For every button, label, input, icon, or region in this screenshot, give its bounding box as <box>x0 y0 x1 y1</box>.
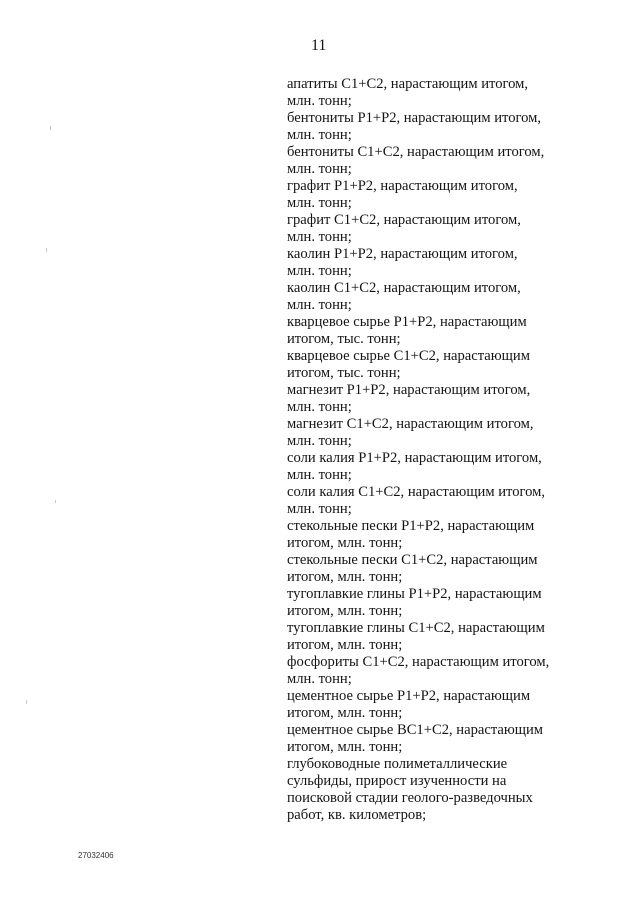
list-item-line: каолин C1+C2, нарастающим итогом, <box>287 280 521 296</box>
list-item <box>287 416 587 450</box>
list-item <box>287 688 587 722</box>
list-item-line: млн. тонн; <box>287 433 352 449</box>
list-item-line: соли калия P1+P2, нарастающим итогом, <box>287 450 542 466</box>
list-item-line: млн. тонн; <box>287 297 352 313</box>
list-item-line: млн. тонн; <box>287 161 352 177</box>
document-list <box>287 76 587 824</box>
list-item <box>287 382 587 416</box>
list-item <box>287 756 587 824</box>
list-item <box>287 348 587 382</box>
list-item-line: работ, кв. километров; <box>287 807 427 823</box>
page-number: 11 <box>311 37 327 54</box>
list-item-line: графит P1+P2, нарастающим итогом, <box>287 178 518 194</box>
list-item <box>287 484 587 518</box>
document-footer-code: 27032406 <box>78 851 114 860</box>
list-item <box>287 722 587 756</box>
list-item <box>287 314 587 348</box>
list-item-line: итогом, млн. тонн; <box>287 637 403 653</box>
list-item <box>287 110 587 144</box>
list-item-line: итогом, тыс. тонн; <box>287 331 401 347</box>
list-item-line: тугоплавкие глины C1+C2, нарастающим <box>287 620 545 636</box>
list-item <box>287 246 587 280</box>
list-item-line: итогом, млн. тонн; <box>287 739 403 755</box>
scan-artifact <box>55 500 56 503</box>
list-item-line: млн. тонн; <box>287 263 352 279</box>
list-item-line: млн. тонн; <box>287 229 352 245</box>
list-item-line: млн. тонн; <box>287 195 352 211</box>
list-item-line: млн. тонн; <box>287 501 352 517</box>
list-item-line: каолин P1+P2, нарастающим итогом, <box>287 246 518 262</box>
list-item-line: фосфориты C1+C2, нарастающим итогом, <box>287 654 550 670</box>
list-item <box>287 654 587 688</box>
list-item-line: магнезит C1+C2, нарастающим итогом, <box>287 416 534 432</box>
list-item-line: млн. тонн; <box>287 671 352 687</box>
list-item-line: цементное сырье BC1+C2, нарастающим <box>287 722 544 738</box>
list-item <box>287 450 587 484</box>
list-item <box>287 212 587 246</box>
list-item <box>287 552 587 586</box>
list-item-line: сульфиды, прирост изученности на <box>287 773 507 789</box>
list-item-line: соли калия C1+C2, нарастающим итогом, <box>287 484 546 500</box>
list-item-line: бентониты C1+C2, нарастающим итогом, <box>287 144 545 160</box>
list-item <box>287 178 587 212</box>
list-item <box>287 586 587 620</box>
list-item-line: графит C1+C2, нарастающим итогом, <box>287 212 521 228</box>
list-item-line: глубоководные полиметаллические <box>287 756 508 772</box>
list-item-line: итогом, млн. тонн; <box>287 569 403 585</box>
list-item-line: бентониты P1+P2, нарастающим итогом, <box>287 110 542 126</box>
list-item <box>287 144 587 178</box>
list-item-line: итогом, млн. тонн; <box>287 705 403 721</box>
list-item-line: млн. тонн; <box>287 399 352 415</box>
list-item-line: стекольные пески C1+C2, нарастающим <box>287 552 538 568</box>
list-item-line: тугоплавкие глины P1+P2, нарастающим <box>287 586 542 602</box>
scan-artifact <box>46 248 47 252</box>
list-item <box>287 518 587 552</box>
list-item <box>287 76 587 110</box>
scan-artifact <box>50 126 51 130</box>
list-item-line: апатиты C1+C2, нарастающим итогом, <box>287 76 529 92</box>
scan-artifact <box>26 700 27 704</box>
list-item-line: поисковой стадии геолого-разведочных <box>287 790 533 806</box>
list-item-line: цементное сырье P1+P2, нарастающим <box>287 688 531 704</box>
list-item <box>287 620 587 654</box>
list-item-line: итогом, тыс. тонн; <box>287 365 401 381</box>
list-item-line: млн. тонн; <box>287 467 352 483</box>
list-item-line: кварцевое сырье P1+P2, нарастающим <box>287 314 527 330</box>
list-item-line: млн. тонн; <box>287 93 352 109</box>
list-item-line: млн. тонн; <box>287 127 352 143</box>
list-item <box>287 280 587 314</box>
list-item-line: стекольные пески P1+P2, нарастающим <box>287 518 535 534</box>
list-item-line: итогом, млн. тонн; <box>287 603 403 619</box>
list-item-line: магнезит P1+P2, нарастающим итогом, <box>287 382 531 398</box>
list-item-line: кварцевое сырье C1+C2, нарастающим <box>287 348 530 364</box>
list-item-line: итогом, млн. тонн; <box>287 535 403 551</box>
